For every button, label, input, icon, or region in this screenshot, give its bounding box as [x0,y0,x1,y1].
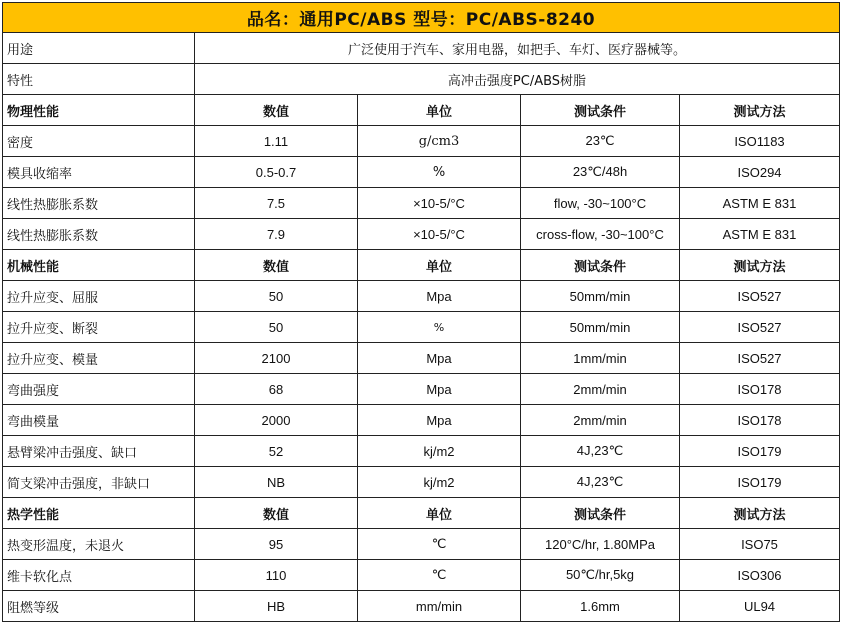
test-condition: cross-flow, -30~100°C [521,219,680,250]
usage-row [3,33,840,64]
feature-label: 特性 [3,64,195,95]
feature-value: 高冲击强度PC/ABS树脂 [195,64,840,95]
table-row [3,312,840,343]
test-method: ASTM E 831 [680,219,840,250]
property-unit: kj/m2 [358,467,521,498]
property-unit: Mpa [358,405,521,436]
title-row [3,3,840,33]
test-condition: 120°C/hr, 1.80MPa [521,529,680,560]
product-title: 品名：通用PC/ABS 型号：PC/ABS-8240 [3,3,840,33]
test-method: ISO75 [680,529,840,560]
property-value: 50 [195,312,358,343]
table-row [3,560,840,591]
column-header-unit: 单位 [358,250,521,281]
column-header-condition: 测试条件 [521,95,680,126]
test-condition: 4J,23℃ [521,467,680,498]
test-condition: 4J,23℃ [521,436,680,467]
property-name: 弯曲模量 [3,405,195,436]
test-method: ISO294 [680,157,840,188]
property-name: 阻燃等级 [3,591,195,622]
column-header-method: 测试方法 [680,250,840,281]
test-condition: 50℃/hr,5kg [521,560,680,591]
test-method: ISO527 [680,281,840,312]
test-condition: 1mm/min [521,343,680,374]
property-value: 68 [195,374,358,405]
property-unit: Mpa [358,343,521,374]
column-header-value: 数值 [195,250,358,281]
column-header-value: 数值 [195,95,358,126]
property-name: 线性热膨胀系数 [3,219,195,250]
test-method: ISO527 [680,312,840,343]
section-header-mechanical [3,250,840,281]
table-row [3,529,840,560]
section-title: 热学性能 [3,498,195,529]
test-method: ISO1183 [680,126,840,157]
property-unit: Mpa [358,281,521,312]
column-header-condition: 测试条件 [521,250,680,281]
property-value: 50 [195,281,358,312]
test-condition: 2mm/min [521,374,680,405]
test-method: UL94 [680,591,840,622]
section-header-thermal [3,498,840,529]
column-header-condition: 测试条件 [521,498,680,529]
test-method: ISO178 [680,405,840,436]
column-header-method: 测试方法 [680,498,840,529]
spec-table [2,2,840,622]
property-unit: Mpa [358,374,521,405]
column-header-value: 数值 [195,498,358,529]
test-method: ISO179 [680,467,840,498]
property-unit: ℃ [358,560,521,591]
test-method: ISO306 [680,560,840,591]
test-method: ISO527 [680,343,840,374]
column-header-unit: 单位 [358,95,521,126]
property-unit: % [358,157,521,188]
table-row [3,405,840,436]
property-name: 简支梁冲击强度，非缺口 [3,467,195,498]
property-value: 7.9 [195,219,358,250]
usage-label: 用途 [3,33,195,64]
property-value: 1.11 [195,126,358,157]
test-method: ISO178 [680,374,840,405]
table-row [3,188,840,219]
property-unit: ×10-5/°C [358,188,521,219]
property-value: 0.5-0.7 [195,157,358,188]
test-condition: 1.6mm [521,591,680,622]
property-name: 拉升应变、断裂 [3,312,195,343]
property-unit: mm/min [358,591,521,622]
property-name: 悬臂梁冲击强度、缺口 [3,436,195,467]
property-unit: ℃ [358,529,521,560]
property-name: 弯曲强度 [3,374,195,405]
property-unit: g/cm3 [358,126,521,157]
property-value: 110 [195,560,358,591]
property-unit: kj/m2 [358,436,521,467]
spec-sheet [2,2,839,622]
table-row [3,157,840,188]
section-header-physical [3,95,840,126]
test-condition: 50mm/min [521,281,680,312]
table-row [3,281,840,312]
test-method: ASTM E 831 [680,188,840,219]
property-value: NB [195,467,358,498]
property-name: 模具收缩率 [3,157,195,188]
test-condition: 50mm/min [521,312,680,343]
usage-value: 广泛使用于汽车、家用电器，如把手、车灯、医疗器械等。 [195,33,840,64]
table-row [3,219,840,250]
table-row [3,436,840,467]
property-value: 52 [195,436,358,467]
property-value: HB [195,591,358,622]
property-name: 密度 [3,126,195,157]
feature-row [3,64,840,95]
property-name: 拉升应变、模量 [3,343,195,374]
table-row [3,467,840,498]
table-row [3,591,840,622]
property-value: 95 [195,529,358,560]
property-value: 7.5 [195,188,358,219]
section-title: 机械性能 [3,250,195,281]
table-row [3,343,840,374]
property-name: 热变形温度，未退火 [3,529,195,560]
test-condition: 2mm/min [521,405,680,436]
property-unit: % [358,312,521,343]
table-row [3,126,840,157]
property-name: 维卡软化点 [3,560,195,591]
section-title: 物理性能 [3,95,195,126]
test-method: ISO179 [680,436,840,467]
table-row [3,374,840,405]
test-condition: flow, -30~100°C [521,188,680,219]
property-name: 线性热膨胀系数 [3,188,195,219]
column-header-method: 测试方法 [680,95,840,126]
column-header-unit: 单位 [358,498,521,529]
property-name: 拉升应变、屈服 [3,281,195,312]
property-value: 2100 [195,343,358,374]
test-condition: 23℃/48h [521,157,680,188]
property-unit: ×10-5/°C [358,219,521,250]
test-condition: 23℃ [521,126,680,157]
property-value: 2000 [195,405,358,436]
